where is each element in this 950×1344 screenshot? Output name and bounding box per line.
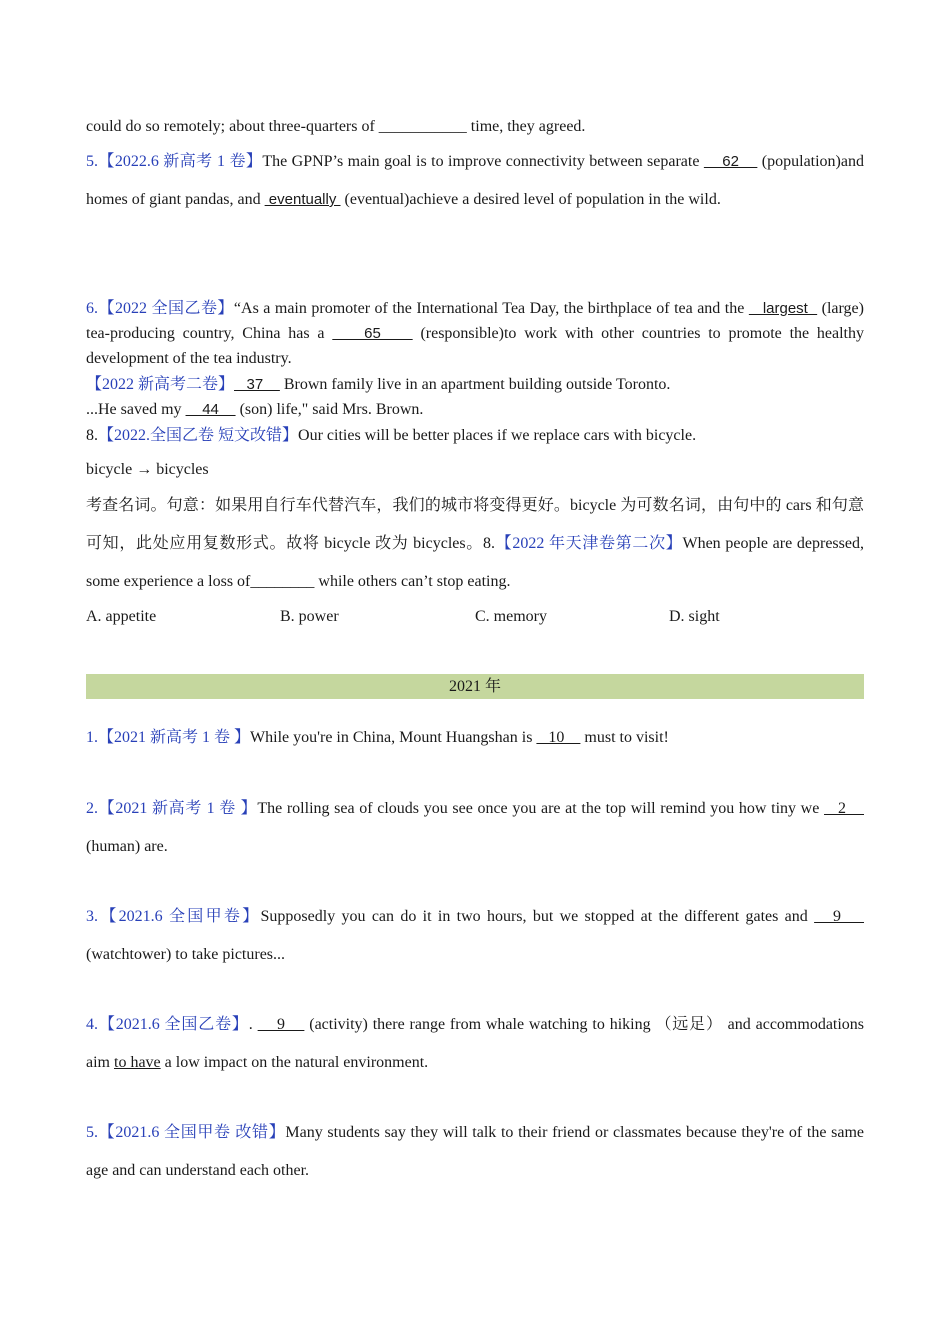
answer-blank: 10 xyxy=(536,729,581,746)
question-text: ...He saved my xyxy=(86,401,186,418)
question-source: 【2022.6 新高考 1 卷】 xyxy=(98,153,263,170)
question-source: 【2021.6 全国乙卷】 xyxy=(98,1016,249,1033)
line-text: could do so remotely; about three-quarters of ___________ time, they agreed. xyxy=(86,118,586,135)
question-new2-2022 xyxy=(86,372,864,422)
explanation-paragraph xyxy=(86,487,864,601)
option-c: C. memory xyxy=(475,608,547,625)
question-text: (human) are. xyxy=(86,838,168,855)
question-text: a low impact on the natural environment. xyxy=(160,1054,429,1071)
correction-text: bicycle → bicycles xyxy=(86,461,209,478)
year-heading-text: 2021 年 xyxy=(448,678,501,695)
answer-options xyxy=(86,603,864,631)
question-text: “As a main promoter of the International Tea Day, the birthplace of tea and the xyxy=(233,300,749,317)
question-text: Our cities will be better places if we replace cars with bicycle. xyxy=(298,427,697,444)
answer-underlined: to have xyxy=(114,1054,161,1071)
question-5-2022 xyxy=(86,143,864,219)
chinese-hint: （远足） xyxy=(655,1016,723,1033)
question-number: 4. xyxy=(86,1016,98,1033)
question-text: (large) tea-producing country, China has a xyxy=(86,300,864,342)
question-text: (son) life," said Mrs. Brown. xyxy=(235,401,424,418)
question-4-2021 xyxy=(86,1006,864,1082)
question-source: 【2021.6 全国甲卷 改错】 xyxy=(98,1124,286,1141)
question-source: 【2022 新高考二卷】 xyxy=(86,376,235,393)
year-heading-2021 xyxy=(86,674,864,699)
question-2-2021 xyxy=(86,790,864,866)
answer-blank: 62 xyxy=(703,153,758,170)
answer-blank: 44 xyxy=(185,401,236,418)
question-number: 6. xyxy=(86,300,98,317)
question-source: 【2022 年天津卷第二次】 xyxy=(494,535,683,552)
question-text: Supposedly you can do it in two hours, but we stopped at the different gates and xyxy=(260,908,815,925)
question-source: 【2021 新高考 1 卷 】 xyxy=(98,729,251,746)
answer-blank: 37 xyxy=(234,376,280,393)
question-text: (watchtower) to take pictures... xyxy=(86,946,286,963)
question-number: 5. xyxy=(86,1124,98,1141)
question-text: (responsible)to work with other countries to promote the healthy development of the tea industry. xyxy=(86,325,865,367)
line-remotely xyxy=(86,108,864,146)
question-number: 3. xyxy=(86,908,98,925)
question-text: . xyxy=(248,1016,258,1033)
question-source: 【2022 全国乙卷】 xyxy=(98,300,234,317)
question-number: 2. xyxy=(86,800,98,817)
question-text: and accommodations aim xyxy=(86,1016,865,1071)
answer-blank: 2 xyxy=(824,800,864,817)
question-text: The rolling sea of clouds you see once you are at the top will remind you how tiny we xyxy=(257,800,825,817)
question-text: While you're in China, Mount Huangshan is xyxy=(250,729,537,746)
question-8-2022 xyxy=(86,423,864,448)
question-source: 【2021 新高考 1 卷 】 xyxy=(98,800,258,817)
question-text: Brown family live in an apartment building outside Toronto. xyxy=(279,376,671,393)
question-text: The GPNP’s main goal is to improve connectivity between separate xyxy=(262,153,704,170)
option-d: D. sight xyxy=(669,608,720,625)
question-text: must to visit! xyxy=(580,729,669,746)
question-text: (population)and homes of giant pandas, and xyxy=(86,153,864,208)
answer-blank: 9 xyxy=(257,1016,305,1033)
question-text: (activity) there range from whale watching to hiking xyxy=(304,1016,656,1033)
question-number: 1. xyxy=(86,729,98,746)
question-text: Many students say they will talk to their friend or classmates because they're of the same age and can understand each other. xyxy=(86,1124,864,1179)
answer-blank: 9 xyxy=(814,908,864,925)
explanation-text: 考查名词。句意：如果用自行车代替汽车，我们的城市将变得更好。bicycle 为可数名词，由句中的 cars 和句意可知，此处应用复数形式。故将 bicycle 改为 bicycles。 xyxy=(86,497,864,552)
answer-blank: largest xyxy=(748,300,818,317)
correction-line xyxy=(86,451,864,489)
question-number: 8. xyxy=(482,535,495,552)
question-source: 【2021.6 全国甲卷】 xyxy=(98,908,261,925)
answer-blank: eventually xyxy=(264,191,341,208)
question-text: (eventual)achieve a desired level of population in the wild. xyxy=(340,191,721,208)
question-6-2022 xyxy=(86,296,864,371)
question-1-2021 xyxy=(86,719,864,757)
question-5-2021 xyxy=(86,1114,864,1190)
question-source: 【2022.全国乙卷 短文改错】 xyxy=(98,427,299,444)
option-a: A. appetite xyxy=(86,608,157,625)
question-number: 5. xyxy=(86,153,98,170)
question-text: When people are depressed, some experience a loss of________ while others can’t stop eating. xyxy=(86,535,864,590)
option-b: B. power xyxy=(280,608,339,625)
answer-blank: 65 xyxy=(332,325,413,342)
question-3-2021 xyxy=(86,898,864,974)
question-number: 8. xyxy=(86,427,98,444)
